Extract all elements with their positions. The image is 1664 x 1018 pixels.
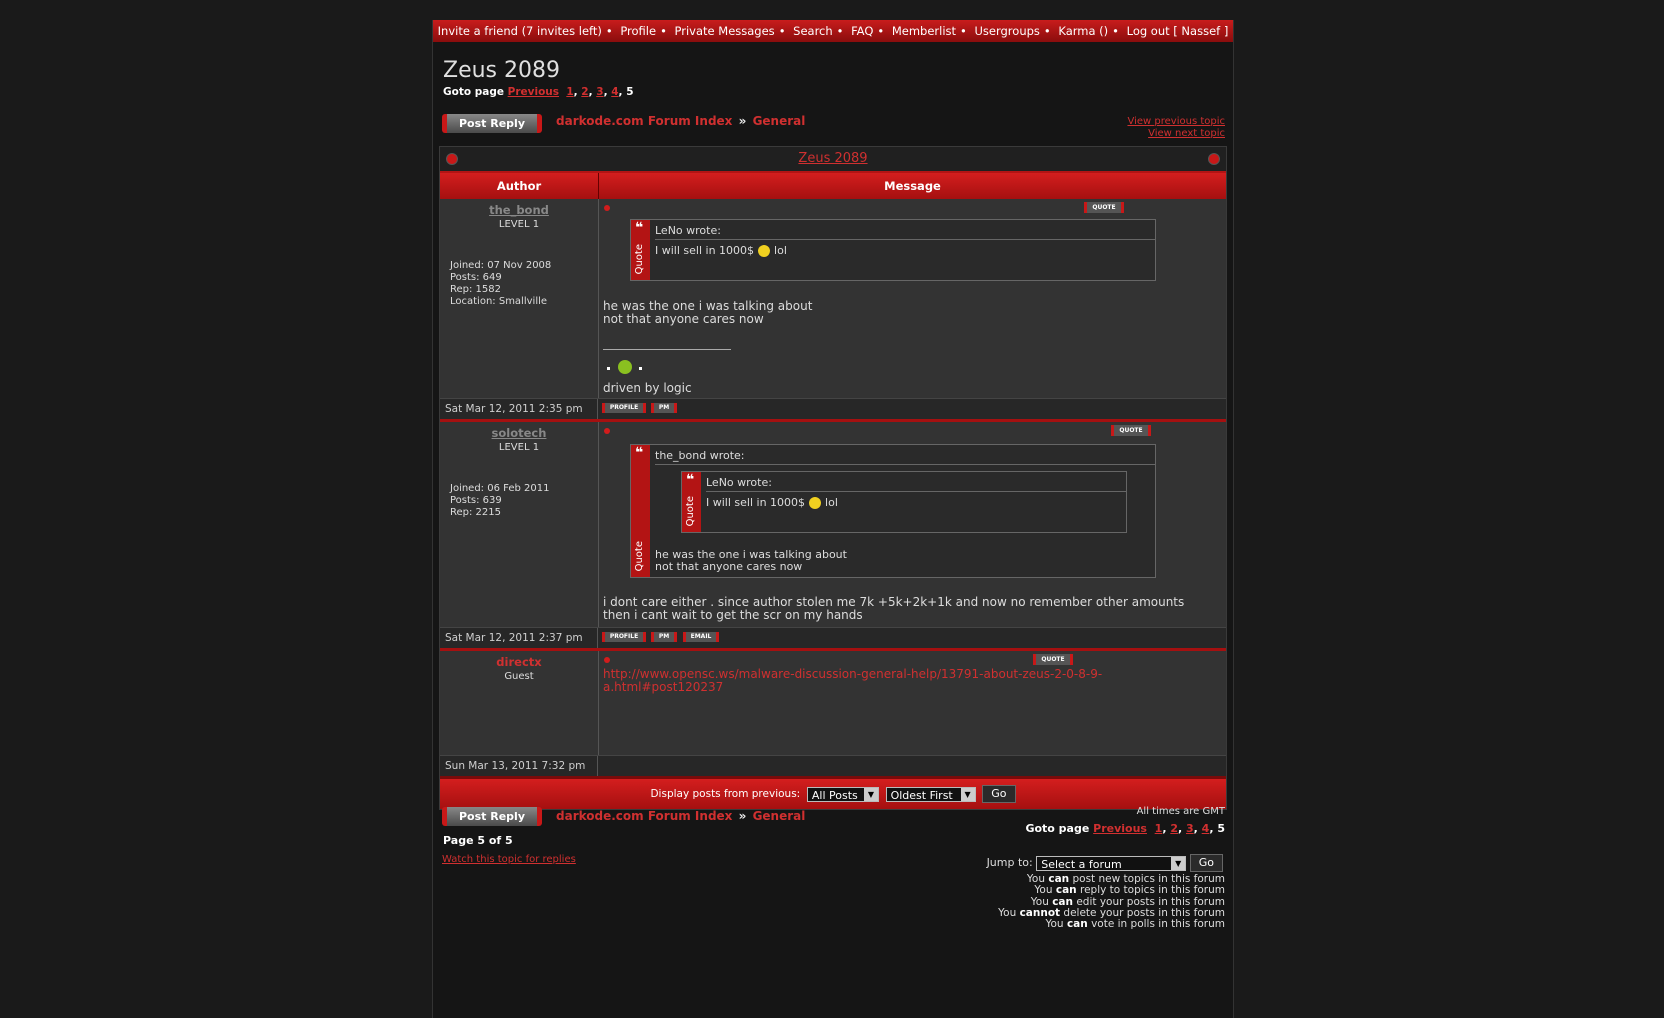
nav-memberlist[interactable]: Memberlist <box>891 24 957 38</box>
perm-post: reply to topics in this forum <box>1080 884 1225 897</box>
perm-post: vote in polls in this forum <box>1091 918 1225 931</box>
quote-block <box>630 219 1156 281</box>
watch-topic-link[interactable]: Watch this topic for replies <box>442 854 576 865</box>
quote-tail: lol <box>825 496 838 509</box>
goto-page-1[interactable]: 1 <box>1154 822 1163 835</box>
jump-label: Jump to: <box>986 856 1033 869</box>
perm-pre: You <box>1030 895 1049 908</box>
table-header <box>440 173 1226 199</box>
col-author: Author <box>440 173 599 199</box>
post-row <box>440 648 1226 755</box>
body-line: i dont care either . since author stolen me 7k +5k+2k+1k and now no remember other amounts <box>603 595 1185 609</box>
signature-text: driven by logic <box>603 381 692 395</box>
author-rank: Guest <box>504 671 534 682</box>
chevron-down-icon: ▼ <box>1171 857 1185 870</box>
goto-page-4[interactable]: 4 <box>611 86 619 98</box>
post-footer <box>440 398 1226 419</box>
perm-verb: can <box>1048 873 1070 885</box>
goto-page-3[interactable]: 3 <box>596 86 604 98</box>
author-name[interactable]: solotech <box>491 426 547 440</box>
post-author <box>440 651 599 755</box>
select-value: All Posts <box>811 788 858 802</box>
crumb-index[interactable]: darkode.com Forum Index <box>556 809 733 823</box>
author-name: directx <box>496 655 542 669</box>
quote-button[interactable]: QUOTE <box>1033 654 1073 665</box>
quote-text: I will sell in 1000$ <box>655 244 755 257</box>
quote-button[interactable]: QUOTE <box>1111 425 1151 436</box>
goto-label: Goto page <box>443 86 504 98</box>
goto-page-2[interactable]: 2 <box>1170 822 1178 835</box>
perm-verb: cannot <box>1019 906 1061 919</box>
select-value: Select a forum <box>1041 857 1122 871</box>
view-previous-topic[interactable]: View previous topic <box>1127 116 1225 127</box>
link-line[interactable]: http://www.opensc.ws/malware-discussion-general-help/13791-about-zeus-2-0-8-9- <box>603 667 1103 681</box>
goto-page-2[interactable]: 2 <box>581 86 589 98</box>
quote-bar <box>631 220 650 280</box>
body-line: he was the one i was talking about <box>603 299 813 313</box>
post-message <box>599 651 1226 755</box>
goto-page: Goto page Previous 1, 2, 3, 4, 5 <box>443 86 634 98</box>
author-rep: Rep: 2215 <box>450 507 501 518</box>
crumb-forum[interactable]: General <box>752 809 806 823</box>
posts-order-select[interactable] <box>886 787 976 802</box>
signature-image <box>607 360 642 374</box>
chevron-down-icon: ▼ <box>864 788 878 801</box>
display-go-button[interactable]: Go <box>982 785 1015 803</box>
topic-nav-links <box>1127 116 1225 140</box>
quote-header: LeNo wrote: <box>655 222 1155 240</box>
quote-line: he was the one i was talking about <box>655 548 847 561</box>
author-info <box>440 483 598 519</box>
post-author <box>440 422 599 627</box>
author-name[interactable]: the_bond <box>489 203 549 217</box>
post-footer <box>440 627 1226 648</box>
profile-button[interactable]: PROFILE <box>602 632 646 642</box>
quote-mark-icon: ❝ <box>686 472 695 488</box>
nav-faq[interactable]: FAQ <box>851 24 874 38</box>
quote-button[interactable]: QUOTE <box>1084 202 1124 213</box>
chevron-down-icon: ▼ <box>961 788 975 801</box>
quote-bar <box>682 472 701 532</box>
post-footer <box>440 755 1226 776</box>
author-joined: Joined: 06 Feb 2011 <box>450 483 550 494</box>
smiley-icon <box>758 245 770 257</box>
view-next-topic[interactable]: View next topic <box>1148 128 1225 139</box>
breadcrumb <box>556 809 805 823</box>
goto-page-bottom: Goto page Previous 1, 2, 3, 4, 5 <box>1025 822 1225 835</box>
post-link[interactable] <box>603 668 1102 694</box>
perm-post: edit your posts in this forum <box>1076 895 1225 908</box>
nav-sep: • <box>877 24 885 38</box>
post-author <box>440 199 599 398</box>
author-rep: Rep: 1582 <box>450 284 501 295</box>
nav-sep: • <box>836 24 844 38</box>
permission-line <box>998 919 1225 930</box>
col-message: Message <box>884 179 941 193</box>
quote-mark-icon: ❝ <box>635 445 644 461</box>
sig-dot-icon <box>607 367 610 370</box>
perm-verb: can <box>1052 895 1073 908</box>
author-info <box>440 260 598 308</box>
post-icon <box>604 205 610 211</box>
post-row <box>440 419 1226 627</box>
quote-tail: lol <box>774 244 787 257</box>
quote-line: not that anyone cares now <box>655 560 803 573</box>
current-page: 5 <box>626 86 634 98</box>
nav-usergroups[interactable]: Usergroups <box>974 24 1040 38</box>
nav-sep: • <box>960 24 967 38</box>
goto-label: Goto page <box>1025 822 1090 835</box>
perm-verb: can <box>1055 884 1077 897</box>
nav-sep: • <box>660 24 667 38</box>
quote-text: I will sell in 1000$ <box>706 496 806 509</box>
display-posts-bar <box>440 776 1226 809</box>
watch-topic <box>442 854 576 865</box>
nav-profile[interactable]: Profile <box>620 24 657 38</box>
post-body <box>603 596 1184 622</box>
post-actions <box>598 399 1226 419</box>
post-date: Sat Mar 12, 2011 2:37 pm <box>440 628 598 648</box>
perm-post: post new topics in this forum <box>1072 873 1225 885</box>
author-rank: LEVEL 1 <box>498 219 540 230</box>
pm-button[interactable]: PM <box>651 632 677 642</box>
jump-to <box>987 854 1223 872</box>
goto-previous[interactable]: Previous <box>1093 822 1147 835</box>
body-line: not that anyone cares now <box>603 312 764 326</box>
quote-body <box>655 549 847 573</box>
smiley-icon <box>809 497 821 509</box>
timezone-note: All times are GMT <box>1136 806 1225 817</box>
signature-divider <box>603 349 731 350</box>
top-nav <box>433 20 1233 42</box>
posts-table <box>439 146 1227 810</box>
quote-body <box>655 244 787 257</box>
corner-dot-icon <box>446 153 458 165</box>
author-rank: LEVEL 1 <box>498 442 540 453</box>
nav-sep: • <box>1112 24 1119 38</box>
post-body <box>603 300 812 326</box>
perm-pre: You <box>998 906 1017 919</box>
link-line[interactable]: a.html#post120237 <box>603 680 724 694</box>
crumb-index[interactable]: darkode.com Forum Index <box>556 114 733 128</box>
sig-dot-icon <box>639 367 642 370</box>
crumb-separator: » <box>738 809 747 823</box>
topic-title: Zeus 2089 <box>443 58 560 83</box>
nav-karma[interactable]: Karma () <box>1058 24 1109 38</box>
quote-mark-icon: ❝ <box>635 220 644 236</box>
goto-previous[interactable]: Previous <box>507 86 560 98</box>
breadcrumb <box>556 114 805 128</box>
quote-label: Quote <box>634 540 645 571</box>
corner-dot-icon <box>1208 153 1220 165</box>
crumb-forum[interactable]: General <box>752 114 806 128</box>
post-icon <box>604 428 610 434</box>
goto-page-4[interactable]: 4 <box>1201 822 1210 835</box>
quote-bar <box>631 445 650 577</box>
perm-pre: You <box>1045 918 1064 931</box>
quote-label: Quote <box>685 495 696 526</box>
nav-search[interactable]: Search <box>793 24 833 38</box>
quote-header: the_bond wrote: <box>655 447 1155 465</box>
perm-verb: can <box>1066 918 1088 931</box>
post-actions <box>598 628 1226 648</box>
quote-label: Quote <box>634 243 645 274</box>
nav-sep: • <box>1043 24 1051 38</box>
nested-quote-block <box>681 471 1127 533</box>
page-of: Page 5 of 5 <box>443 834 513 847</box>
table-title-bar <box>440 147 1226 173</box>
display-label: Display posts from previous: <box>650 788 801 800</box>
alien-smiley-icon <box>618 360 632 374</box>
post-reply-button[interactable]: Post Reply <box>442 807 542 826</box>
profile-button[interactable]: PROFILE <box>602 403 646 413</box>
post-actions <box>598 756 1226 776</box>
jump-go-button[interactable]: Go <box>1190 854 1223 872</box>
quote-block <box>630 444 1156 578</box>
goto-page-3[interactable]: 3 <box>1186 822 1194 835</box>
author-location: Location: Smallville <box>450 296 548 307</box>
goto-page-1[interactable]: 1 <box>566 86 574 98</box>
nav-private-messages[interactable]: Private Messages <box>674 24 775 38</box>
quote-header: LeNo wrote: <box>706 474 1126 492</box>
table-topic-link[interactable]: Zeus 2089 <box>798 151 868 166</box>
perm-pre: You <box>1034 884 1053 897</box>
post-icon <box>604 657 610 663</box>
author-joined: Joined: 07 Nov 2008 <box>450 260 552 271</box>
post-row <box>440 199 1226 398</box>
perm-pre: You <box>1026 873 1046 885</box>
post-date: Sat Mar 12, 2011 2:35 pm <box>440 399 598 419</box>
nav-invite[interactable]: Invite a friend (7 invites left) <box>437 24 602 38</box>
author-posts: Posts: 649 <box>450 272 502 283</box>
author-posts: Posts: 639 <box>450 495 502 506</box>
nav-sep: • <box>605 24 613 38</box>
current-page: 5 <box>1217 822 1225 835</box>
post-message <box>599 422 1226 627</box>
nav-logout[interactable]: Log out [ Nassef ] <box>1126 24 1229 38</box>
forum-page <box>432 20 1234 1018</box>
post-date: Sun Mar 13, 2011 7:32 pm <box>440 756 598 776</box>
post-message <box>599 199 1226 398</box>
quote-body <box>706 496 838 509</box>
jump-forum-select[interactable] <box>1036 856 1186 871</box>
select-value: Oldest First <box>890 788 953 802</box>
crumb-separator: » <box>738 114 747 128</box>
forum-permissions <box>998 874 1225 930</box>
nav-sep: • <box>778 24 786 38</box>
pm-button[interactable]: PM <box>651 403 677 413</box>
body-line: then i cant wait to get the scr on my hands <box>603 608 863 622</box>
post-reply-button[interactable]: Post Reply <box>442 114 542 133</box>
posts-range-select[interactable] <box>807 787 879 802</box>
email-button[interactable]: EMAIL <box>683 632 719 642</box>
perm-post: delete your posts in this forum <box>1063 906 1225 919</box>
